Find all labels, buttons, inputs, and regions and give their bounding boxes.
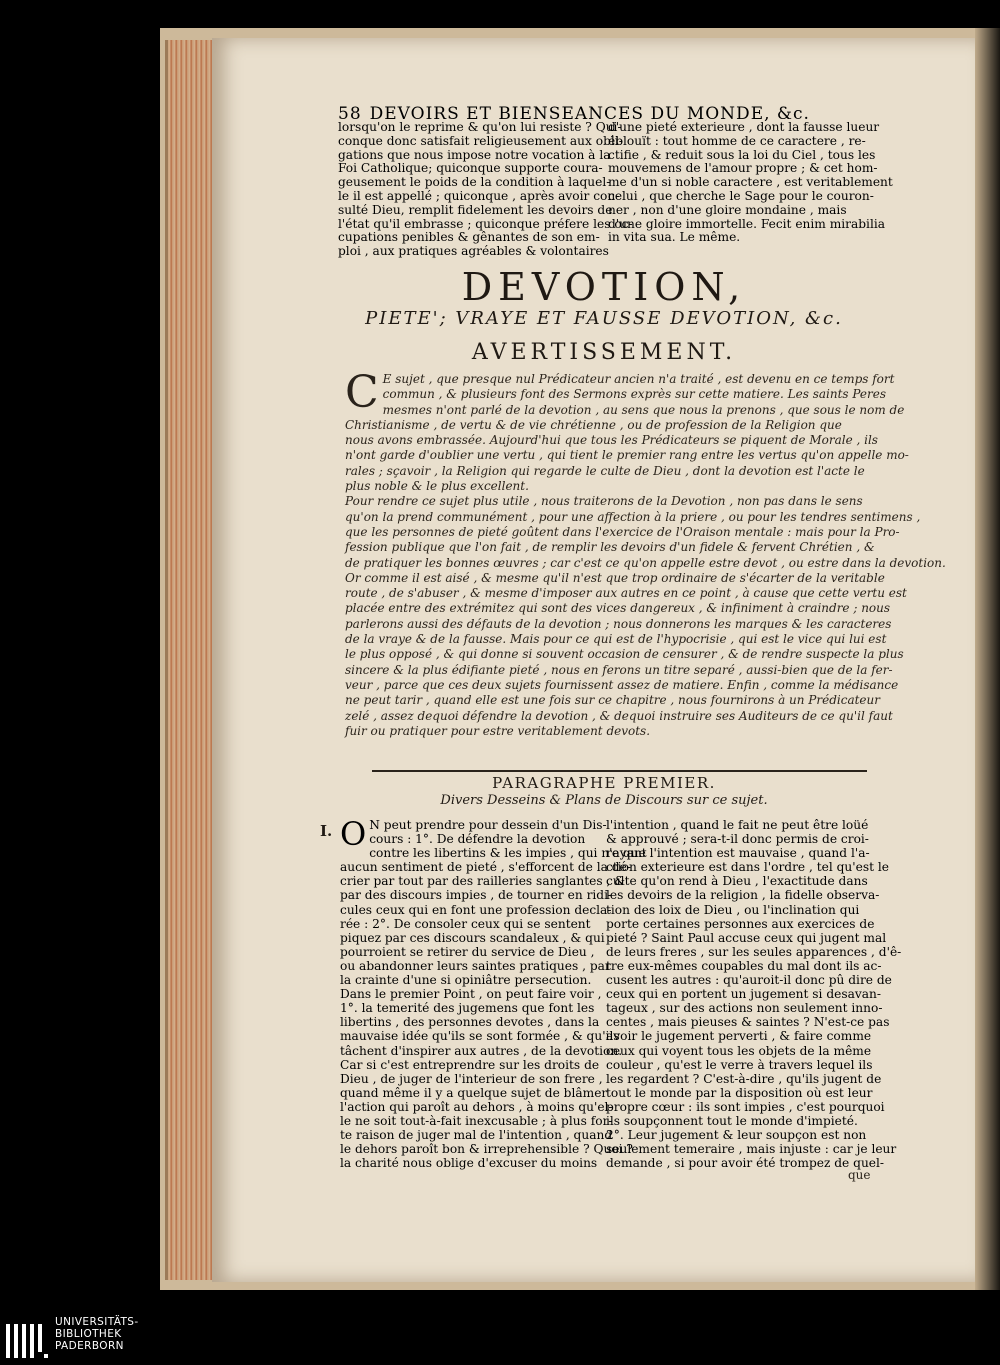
text-line: tion des loix de Dieu , ou l'inclination qui <box>606 902 860 917</box>
avertissement-line: de pratiquer les bonnes œuvres ; car c'est ce qu'on appelle estre devot , ou estre dans la devotion. <box>345 555 946 570</box>
text-line: ceux qui en portent un jugement si desavan- <box>606 987 881 1002</box>
avertissement-line: Christianisme , de vertu & de vie chrétienne , ou de profession de la Religion que <box>345 417 842 432</box>
avertissement-line: Or comme il est aisé , & mesme qu'il n'est que trop ordinaire de s'écarter de la veritable <box>345 570 885 585</box>
avertissement-line: route , de s'abuser , & mesme d'imposer aux autres en ce point , à cause que cette vertu est <box>345 586 907 601</box>
text-line: cusent les autres : qu'auroit-il donc pû dire de <box>606 973 892 988</box>
text-line: la crainte d'une si opiniâtre persecution. <box>340 973 592 988</box>
text-line: d'une pieté exterieure , dont la fausse lueur <box>608 120 880 134</box>
avertissement-line: rales ; sçavoir , la Religion qui regarde le culte de Dieu , dont la devotion est l'acte le <box>345 463 865 478</box>
text-line: l'intention , quand le fait ne peut être loüé <box>606 818 869 832</box>
logo-line-3: PADERBORN <box>55 1340 124 1352</box>
text-line: seulement temeraire , mais injuste : car je leur <box>606 1142 897 1157</box>
top-columns <box>338 120 893 259</box>
text-line: cules ceux qui en font une profession decla- <box>340 902 612 917</box>
text-line: Foi Catholique; quiconque supporte coura- <box>338 161 603 176</box>
text-line: par des discours impies , de tourner en ridi- <box>340 888 613 903</box>
text-line: Car si c'est entreprendre sur les droits de <box>340 1057 600 1072</box>
binding-shadow <box>975 28 1000 1290</box>
running-title: DEVOIRS ET BIENSEANCES DU MONDE, &c. <box>369 104 810 124</box>
text-line: le dehors paroît bon & irreprehensible ? Quoi ? <box>340 1142 633 1157</box>
text-line: in vita sua. Le même. <box>608 230 741 245</box>
text-line: rée : 2°. De consoler ceux qui se sentent <box>340 916 591 931</box>
library-logo-text <box>55 1316 139 1352</box>
divider-rule <box>372 770 867 772</box>
dropcap-o: O <box>340 815 367 853</box>
avertissement-line: parlerons aussi des défauts de la devotion ; nous donnerons les marques & les caracteres <box>345 616 892 631</box>
avertissement-line: commun , & plusieurs font des Sermons exprès sur cette matiere. Les saints Peres <box>382 387 886 402</box>
text-line: mauvaise idée qu'ils se sont formée , & qu'ils <box>340 1029 620 1044</box>
paragraph-title: PARAGRAPHE PREMIER. <box>492 774 716 792</box>
avertissement-line: fuir ou pratiquer pour estre veritablement devots. <box>345 723 651 738</box>
text-line: cupations penibles & gênantes de son em- <box>338 230 600 245</box>
text-line: ction exterieure est dans l'ordre , tel qu'est le <box>606 860 889 875</box>
page-number: 58 <box>338 104 362 124</box>
text-line: couleur , qu'est le verre à travers lequel ils <box>606 1057 873 1072</box>
text-line: re que l'intention est mauvaise , quand l'a- <box>606 846 870 861</box>
text-line: tageux , sur des actions non seulement inno- <box>606 1001 883 1016</box>
text-line: de leurs freres , sur les seules apparences , d'ê- <box>606 944 902 959</box>
dropcap: C <box>345 367 379 418</box>
logo-line-1: UNIVERSITÄTS- <box>55 1316 139 1328</box>
top-left-column <box>338 120 633 259</box>
text-line: N peut prendre pour dessein d'un Dis- <box>369 818 607 832</box>
text-line: tout le monde par la disposition où est leur <box>606 1085 873 1100</box>
section-subtitle: PIETE'; VRAYE ET FAUSSE DEVOTION, &c. <box>365 308 843 329</box>
text-line: aucun sentiment de pieté , s'efforcent de la dé- <box>340 860 631 875</box>
text-line: culte qu'on rend à Dieu , l'exactitude dans <box>606 874 868 889</box>
text-line: 1°. la temerité des jugemens que font les <box>340 1001 595 1016</box>
text-line: sulté Dieu, remplit fidelement les devoirs de <box>338 202 613 217</box>
catchword: que <box>848 1168 871 1182</box>
text-line: mouvemens de l'amour propre ; & cet hom- <box>608 161 878 176</box>
text-line: le ne soit tout-à-fait inexcusable ; à plus for- <box>340 1113 613 1128</box>
avertissement-line: fession publique que l'on fait , de remplir les devoirs d'un fidele & fervent Chrétien , & <box>345 540 875 555</box>
text-line: ctifie , & reduit sous la loi du Ciel , tous les <box>608 147 876 162</box>
text-line: l'action qui paroît au dehors , à moins qu'el- <box>340 1099 613 1114</box>
avertissement-line: nous avons embrassée. Aujourd'hui que tous les Prédicateurs se piquent de Morale , ils <box>345 433 878 448</box>
bottom-columns <box>340 815 902 1171</box>
text-line: ploi , aux pratiques agréables & volontaires <box>338 244 609 259</box>
text-line: demande , si pour avoir été trompez de quel- <box>606 1156 885 1171</box>
avertissement-line: E sujet , que presque nul Prédicateur ancien n'a traité , est devenu en ce temps fort <box>382 372 895 386</box>
avertissement-line: placée entre des extrémitez qui sont des vices dangereux , & infiniment à craindre ; nous <box>345 601 891 616</box>
text-line: quand même il y a quelque sujet de blâmer <box>340 1085 608 1100</box>
text-line: les regardent ? C'est-à-dire , qu'ils jugent de <box>606 1071 882 1086</box>
library-logo-icon <box>4 1318 50 1362</box>
avertissement-line: zelé , assez dequoi défendre la devotion , & dequoi instruire ses Auditeurs de ce qu'il faut <box>345 708 893 723</box>
text-line: la charité nous oblige d'excuser du moins <box>340 1156 598 1171</box>
avertissement-line: ne peut tarir , quand elle est une fois sur ce chapitre , nous fournirons à un Prédicateur <box>345 693 881 708</box>
text-line: l'état qu'il embrasse ; quiconque préfere les oc- <box>338 216 633 231</box>
text-line: d'une gloire immortelle. Fecit enim mirabilia <box>608 216 886 231</box>
text-line: pourroient se retirer du service de Dieu , <box>340 944 595 959</box>
text-line: avoir le jugement perverti , & faire comme <box>606 1029 872 1044</box>
text-line: pieté ? Saint Paul accuse ceux qui jugent mal <box>606 930 887 945</box>
section-title: DEVOTION, <box>461 265 747 309</box>
avertissement-line: plus noble & le plus excellent. <box>345 479 529 494</box>
avertissement-line: qu'on la prend communément , pour une affection à la priere , ou pour les tendres sentimens , <box>345 509 921 524</box>
text-line: cours : 1°. De défendre la devotion <box>369 832 586 847</box>
text-line: Dans le premier Point , on peut faire voir , <box>340 987 602 1002</box>
text-line: ils soupçonnent tout le monde d'impieté. <box>606 1113 858 1128</box>
text-line: tre eux-mêmes coupables du mal dont ils ac- <box>606 958 882 973</box>
avertissement-line: veur , parce que ces deux sujets fournissent assez de matiere. Enfin , comme la médisance <box>345 677 899 692</box>
text-line: Dieu , de juger de l'interieur de son frere , <box>340 1071 603 1086</box>
text-line: & approuvé ; sera-t-il donc permis de croi- <box>606 832 869 847</box>
paragraph-subtitle: Divers Desseins & Plans de Discours sur ce sujet. <box>440 793 768 808</box>
text-line: le il est appellé ; quiconque , après avoir con- <box>338 188 620 203</box>
text-line: ner , non d'une gloire mondaine , mais <box>608 202 847 217</box>
text-line: gations que nous impose notre vocation à la <box>338 147 611 162</box>
text-line: crier par tout par des railleries sanglantes , & <box>340 874 626 889</box>
text-line: 2°. Leur jugement & leur soupçon est non <box>606 1128 867 1143</box>
bottom-right-column <box>606 818 902 1171</box>
text-line: libertins , des personnes devotes , dans la <box>340 1015 600 1030</box>
logo-line-2: BIBLIOTHEK <box>55 1328 122 1340</box>
avertissement-line: que les personnes de pieté goûtent dans l'exercice de l'Oraison mentale : mais pour la Pro- <box>345 524 900 539</box>
avertissement-line: Pour rendre ce sujet plus utile , nous traiterons de la Devotion , non pas dans le sens <box>345 494 863 509</box>
top-right-column <box>608 120 893 259</box>
text-line: centes , mais pieuses & saintes ? N'est-ce pas <box>606 1015 890 1030</box>
avertissement-line: de la vraye & de la fausse. Mais pour ce qui est de l'hypocrisie , qui est le vice qui lui est <box>345 632 887 647</box>
text-line: ou abandonner leurs saintes pratiques , par <box>340 958 611 973</box>
avertissement-heading: AVERTISSEMENT. <box>471 340 737 365</box>
avertissement-line: mesmes n'ont parlé de la devotion , au sens que nous la prenons , que sous le nom de <box>382 402 905 417</box>
text-line: propre cœur : ils sont impies , c'est pourquoi <box>606 1099 885 1114</box>
text-line: porte certaines personnes aux exercices de <box>606 916 875 931</box>
text-line: ceux qui voyent tous les objets de la même <box>606 1043 872 1058</box>
section-marker: I. <box>320 822 333 840</box>
avertissement-line: n'ont garde d'oublier une vertu , qui tient le premier rang entre les vertus qu'on appelle mo- <box>345 448 909 463</box>
text-line: lorsqu'on le reprime & qu'on lui resiste ? Qui- <box>338 120 622 134</box>
text-line: te raison de juger mal de l'intention , quand <box>340 1128 613 1143</box>
text-line: éblouït : tout homme de ce caractere , re- <box>608 133 866 148</box>
text-line: me d'un si noble caractere , est veritablement <box>608 175 893 190</box>
text-line: tâchent d'inspirer aux autres , de la devotion. <box>340 1043 623 1058</box>
text-line: conque donc satisfait religieusement aux obli- <box>338 133 623 148</box>
text-line: celui , que cherche le Sage pour le couron- <box>608 188 874 203</box>
avertissement-line: sincere & la plus édifiante pieté , nous en ferons un titre separé , aussi-bien que de la fer- <box>345 662 893 677</box>
avertissement-text <box>345 367 946 739</box>
text-line: contre les libertins & les impies , qui n'ayant <box>369 846 647 861</box>
avertissement-line: le plus opposé , & qui donne si souvent occasion de censurer , & de rendre suspecte la plus <box>345 647 904 662</box>
text-line: piquez par ces discours scandaleux , & qui <box>340 930 605 945</box>
text-line: les devoirs de la religion , la fidelle observa- <box>606 888 880 903</box>
bottom-left-column <box>340 815 647 1171</box>
text-line: geusement le poids de la condition à laquel- <box>338 175 611 190</box>
